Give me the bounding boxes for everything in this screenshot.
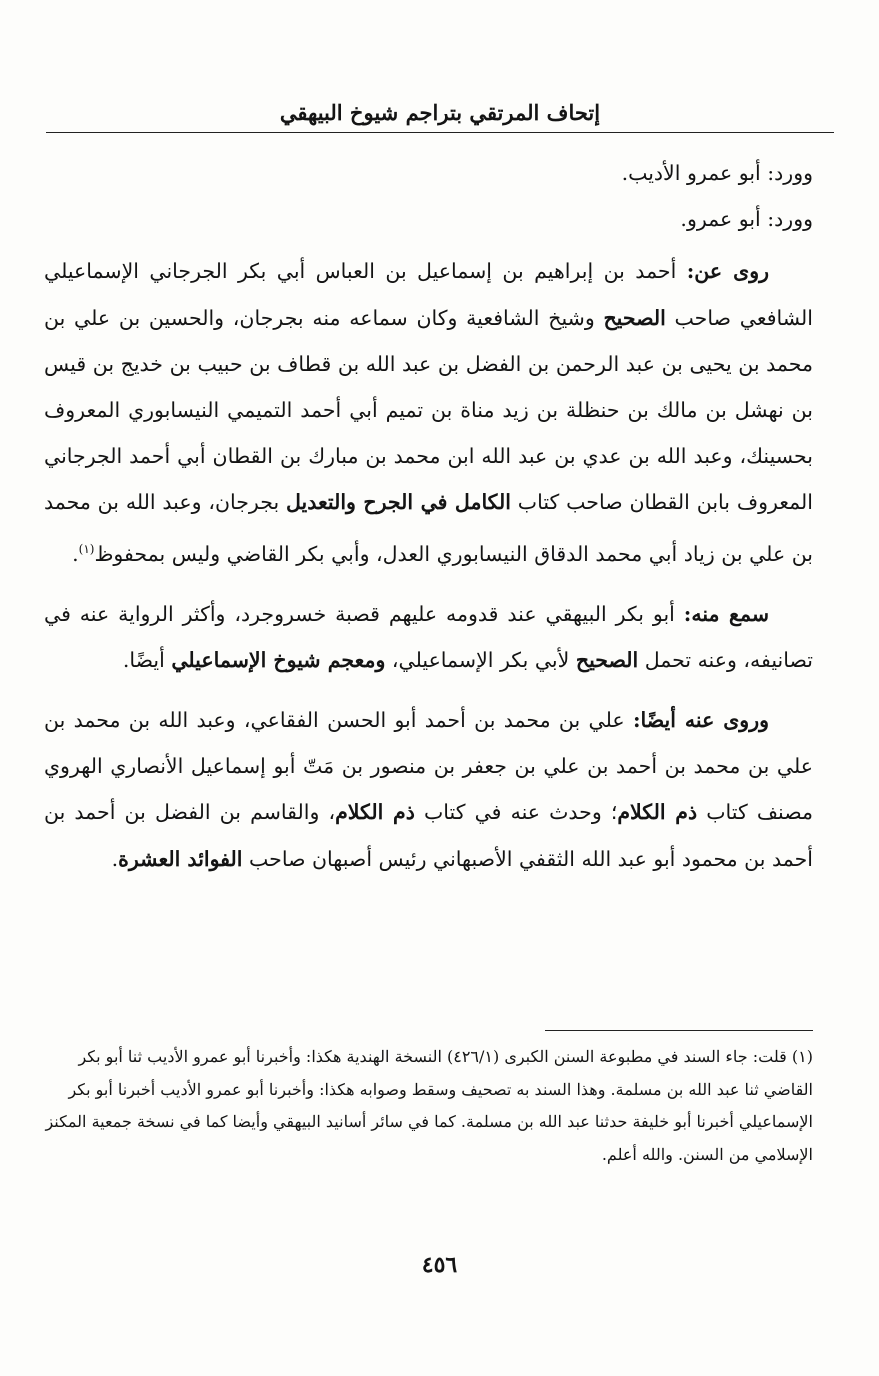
rawa-anhu-paragraph [44, 697, 813, 882]
rawa-anhu-bold-2: ذم الكلام [335, 800, 415, 825]
rawa-anhu-text-1: علي بن محمد بن أحمد أبو الحسن الفقاعي، وعبد الله بن محمد بن علي بن محمد بن أحمد بن علي بن جعفر بن منصور بن مَتّ أبو إسماعيل الأنصاري الهروي مصنف كتاب [44, 708, 813, 825]
rawa-an-text-3: بجرجان، وعبد الله بن محمد بن علي بن زياد أبي محمد الدقاق النيسابوري العدل، وأبي بكر القاضي وليس بمحفوظ [44, 490, 813, 566]
warad-line-1: وورد: أبو عمرو الأديب. [621, 161, 813, 185]
footnote-section [44, 1030, 813, 1171]
samia-minhu-text-1: أبو بكر البيهقي عند قدومه عليهم قصبة خسروجرد، وأكثر الرواية عنه في تصانيفه، وعنه تحمل [44, 601, 813, 672]
rawa-an-label: روى عن: [686, 259, 769, 284]
footnote-reference[interactable]: (١) [78, 541, 95, 556]
rawa-anhu-label: وروى عنه أيضًا: [632, 708, 769, 733]
rawa-anhu-bold-3: الفوائد العشرة [118, 846, 243, 871]
rawa-anhu-text-4: . [111, 846, 119, 871]
samia-minhu-text-3: أيضًا. [122, 647, 172, 672]
samia-minhu-text-2: لأبي بكر الإسماعيلي، [385, 647, 576, 672]
rawa-an-paragraph [44, 248, 813, 576]
rawa-an-bold-1: الصحيح [603, 305, 666, 330]
main-text [44, 150, 813, 882]
rawa-anhu-text-3: ، والقاسم بن الفضل بن أحمد بن أحمد بن محمود أبو عبد الله الثقفي الأصبهاني رئيس أصبهان صاحب [44, 800, 813, 871]
rawa-an-text-2: وشيخ الشافعية وكان سماعه منه بجرجان، والحسين بن علي بن محمد بن يحيى بن عبد الرحمن بن الفضل بن عبد الله بن قطاف بن حبيب بن خديج بن قيس بن نهشل بن مالك بن حنظلة بن زيد مناة بن تميم أبي أحمد التميمي النيسابوري المعروف بحسينك، وعبد الله بن عدي بن عبد الله ابن محمد بن مبارك بن القطان أبي أحمد الجرجاني المعروف بابن القطان صاحب كتاب [44, 305, 813, 515]
rawa-an-text-4: . [72, 541, 79, 566]
rawa-an-text-1: أحمد بن إبراهيم بن إسماعيل بن العباس أبي بكر الجرجاني الإسماعيلي الشافعي صاحب [44, 259, 813, 330]
rawa-an-bold-2: الكامل في الجرح والتعديل [286, 490, 511, 515]
running-header: إتحاف المرتقي بتراجم شيوخ البيهقي [46, 96, 834, 133]
samia-minhu-bold-1: الصحيح [575, 647, 639, 672]
footnote-divider [545, 1030, 813, 1031]
footnote-text: قلت: جاء السند في مطبوعة السنن الكبرى (٤٢٦/١) النسخة الهندية هكذا: وأخبرنا أبو عمرو الأديب ثنا أبو بكر القاضي ثنا عبد الله بن مسلمة. وهذا السند به تصحيف وسقط وصوابه هكذا: وأخبرنا أبو عمرو الأديب أخبرنا أبو بكر الإسماعيلي أخبرنا أبو خليفة حدثنا عبد الله بن مسلمة. كما في سائر أسانيد البيهقي وأيضا كما في نسخة جمعية المكنز الإسلامي من السنن. والله أعلم. [45, 1047, 813, 1164]
footnote-number: (١) [791, 1047, 813, 1066]
rawa-anhu-bold-1: ذم الكلام [617, 800, 698, 825]
warad-line-2: وورد: أبو عمرو. [680, 207, 813, 232]
samia-minhu-bold-2: ومعجم شيوخ الإسماعيلي [171, 647, 386, 672]
footnote-1 [44, 1041, 813, 1171]
samia-minhu-label: سمع منه: [683, 601, 769, 626]
samia-minhu-paragraph [44, 591, 813, 683]
page-number: ٤٥٦ [421, 1252, 458, 1278]
rawa-anhu-text-2: ؛ وحدث عنه في كتاب [414, 800, 618, 825]
